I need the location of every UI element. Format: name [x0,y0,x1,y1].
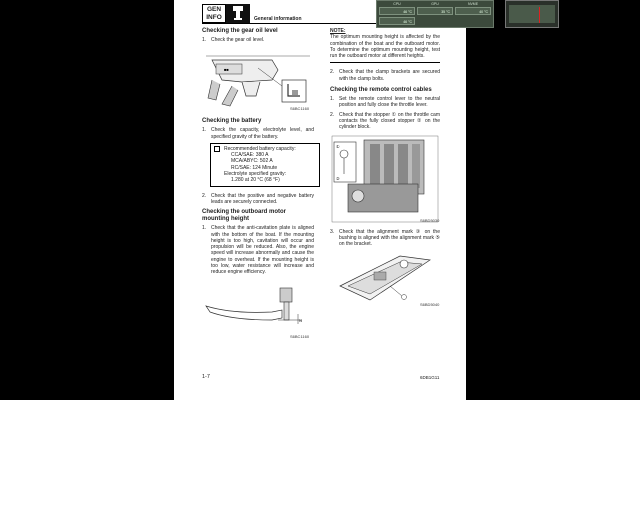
battery-spec-box: Recommended battery capacity: CCA/SAE: 380 A MCA/ABYC: 502 A RC/SAE: 124 Minute Electrolyte specified gravity: 1.280 at 20 °C (68 °F) [210,143,320,187]
figure-label: S6BD5030 [420,217,440,223]
monitor-row [378,7,492,15]
figure-label: S6BC1160 [290,333,310,339]
svg-text:N: N [299,317,302,323]
monitor-cell: 46 °C [379,17,415,25]
figure-label: S6BC1160 [290,106,310,112]
info-label: INFO [206,14,222,21]
page-number: 1-7 [202,374,210,380]
list-item: 1. Check the gear oil level. [202,37,265,43]
document-code: 6DB1G11 [420,375,440,380]
throttle-cam-figure [330,134,440,226]
gen-label: GEN [206,6,222,13]
manual-page [174,0,466,400]
list-item: 2. Check that the clamp brackets are secured with the clamp bolts. [330,69,440,82]
monitor-headers: CPU GPU NVME [393,2,479,6]
gauge-needle [539,7,540,23]
spec-icon [214,146,220,152]
mounting-height-figure [202,284,314,340]
svg-text:②: ② [336,175,340,181]
hardware-monitor-widget[interactable] [376,0,494,28]
list-item: 2. Check that the stopper ① on the throttle cam contacts the fully closed stopper ② on the cylinder block. [330,111,440,131]
monitor-cell: 35 °C [417,7,453,15]
list-item: 1. Check the capacity, electrolyte level, and specified gravity of the battery. [202,127,314,140]
gen-info-badge [202,4,226,23]
monitor-cell: 46 °C [379,7,415,15]
gauge-bar [509,5,555,23]
left-column [202,28,314,340]
right-column [330,28,440,310]
section-title-gear-oil: Checking the gear oil level [202,28,278,34]
note-text: The optimum mounting height is affected by the combination of the boat and the outboard motor. To determine the optimum mounting height, test run the outboard motor at different heights. [330,34,440,60]
list-item: 3. Check that the alignment mark ③ on the bushing is aligned with the alignment mark ⑤ on the bracket. [330,228,440,248]
list-item: 2. Check that the positive and negative battery leads are securely connected. [202,192,314,205]
list-item: 1. Set the remote control lever to the neutral position and fully close the throttle lever. [330,96,440,109]
gear-oil-figure [202,46,314,114]
list-item: 1. Check that the anti-cavitation plate is aligned with the bottom of the boat. If the mounting height is too high, cavitation will occur and propulsion will be reduced. Also, the engine speed will increase abnormally and cause the engine to overheat. If the mounting height is too low, water resistance will increase and reduce engine efficiency. [202,225,314,276]
figure-label: S6BD5040 [420,302,440,308]
monitor-cell: 40 °C [455,7,491,15]
note-rule [330,62,440,63]
monitor-row [378,17,492,25]
note-title: NOTE: [330,28,346,34]
svg-text:■■: ■■ [224,67,229,73]
page-section-title: General information [254,16,302,22]
load-gauge-widget[interactable] [505,0,559,28]
outboard-motor-icon [226,4,250,23]
svg-text:①: ① [336,143,340,149]
section-title-mounting-height: Checking the outboard motor mounting height [202,209,286,223]
section-title-remote-cables: Checking the remote control cables [330,87,432,94]
section-title-battery: Checking the battery [202,118,262,125]
alignment-mark-figure [330,250,440,310]
